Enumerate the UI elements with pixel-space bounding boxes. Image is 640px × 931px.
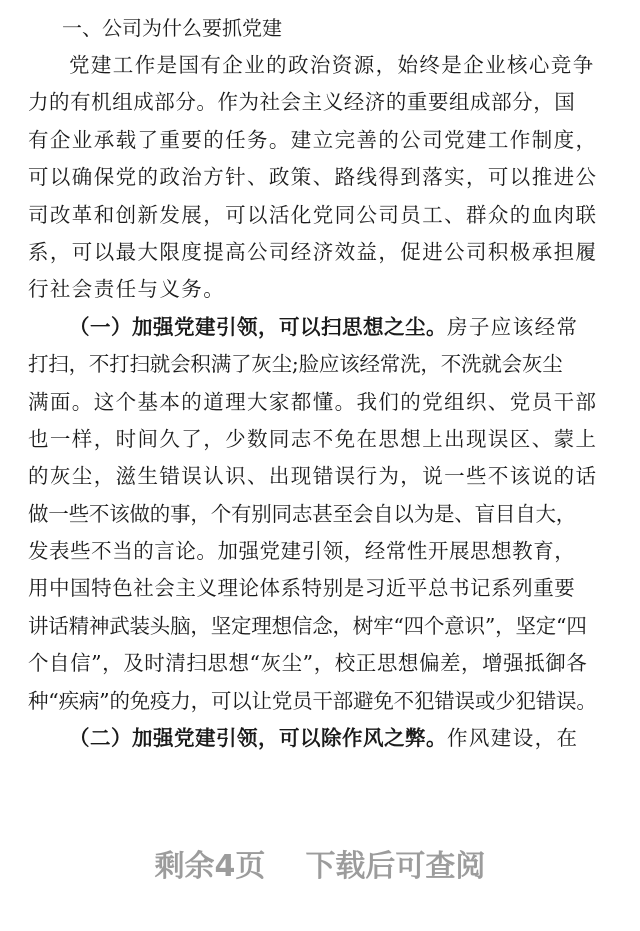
paragraph-1-line: 系，可以最大限度提高公司经济效益，促进公司积极承担履 bbox=[28, 239, 598, 264]
paragraph-2-line: 打扫，不打扫就会积满了灰尘;脸应该经常洗，不洗就会灰尘 bbox=[28, 352, 563, 377]
paragraph-1-line: 力的有机组成部分。作为社会主义经济的重要组成部分，国 bbox=[28, 90, 576, 115]
paragraph-3-first-rest: 作风建设，在 bbox=[447, 726, 579, 751]
paragraph-2-line: 的灰尘，滋生错误认识、出现错误行为，说一些不该说的话 bbox=[28, 464, 598, 489]
paragraph-2-line: 种“疾病”的免疫力，可以让党员干部避免不犯错误或少犯错误。 bbox=[28, 688, 597, 713]
remaining-pages-text: 剩余4页 bbox=[154, 849, 266, 884]
section-heading: 一、公司为什么要抓党建 bbox=[62, 16, 282, 40]
paragraph-2-line: 做一些不该做的事，个有别同志甚至会自以为是、盲目自大， bbox=[28, 501, 577, 526]
paragraph-2-first-rest: 房子应该经常 bbox=[447, 314, 579, 339]
paragraph-1-line: 司改革和创新发展，可以活化党同公司员工、群众的血肉联 bbox=[28, 202, 598, 227]
paragraph-2-line: 用中国特色社会主义理论体系特别是习近平总书记系列重要 bbox=[28, 576, 576, 601]
paragraph-2-line: 个自信”，及时清扫思想“灰尘”，校正思想偏差，增强抵御各 bbox=[28, 651, 588, 676]
paragraph-2-line: 发表些不当的言论。加强党建引领，经常性开展思想教育， bbox=[28, 539, 576, 564]
document-body bbox=[28, 47, 630, 757]
paragraph-1-line: 党建工作是国有企业的政治资源，始终是企业核心竞争 bbox=[69, 53, 595, 77]
paragraph-1-line: 行社会责任与义务。 bbox=[28, 277, 226, 302]
paragraph-1-line: 有企业承载了重要的任务。建立完善的公司党建工作制度， bbox=[28, 127, 598, 152]
paragraph-1-line: 可以确保党的政治方针、政策、路线得到落实，可以推进公 bbox=[28, 165, 598, 190]
paragraph-2-line: 讲话精神武装头脑，坚定理想信念，树牢“四个意识”，坚定“四 bbox=[28, 613, 587, 638]
paragraph-2-line: 满面。这个基本的道理大家都懂。我们的党组织、党员干部 bbox=[28, 389, 598, 414]
paragraph-3-first-line bbox=[28, 720, 630, 757]
paragraph-3-lead: （二）加强党建引领，可以除作风之弊。 bbox=[69, 726, 447, 751]
download-to-view-text: 下载后可查阅 bbox=[305, 849, 486, 884]
remaining-pages-banner bbox=[0, 845, 640, 889]
paragraph-2-line: 也一样，时间久了，少数同志不免在思想上出现误区、蒙上 bbox=[28, 426, 598, 451]
paragraph-2-lead: （一）加强党建引领，可以扫思想之尘。 bbox=[69, 314, 447, 339]
paragraph-2-first-line bbox=[28, 309, 630, 346]
